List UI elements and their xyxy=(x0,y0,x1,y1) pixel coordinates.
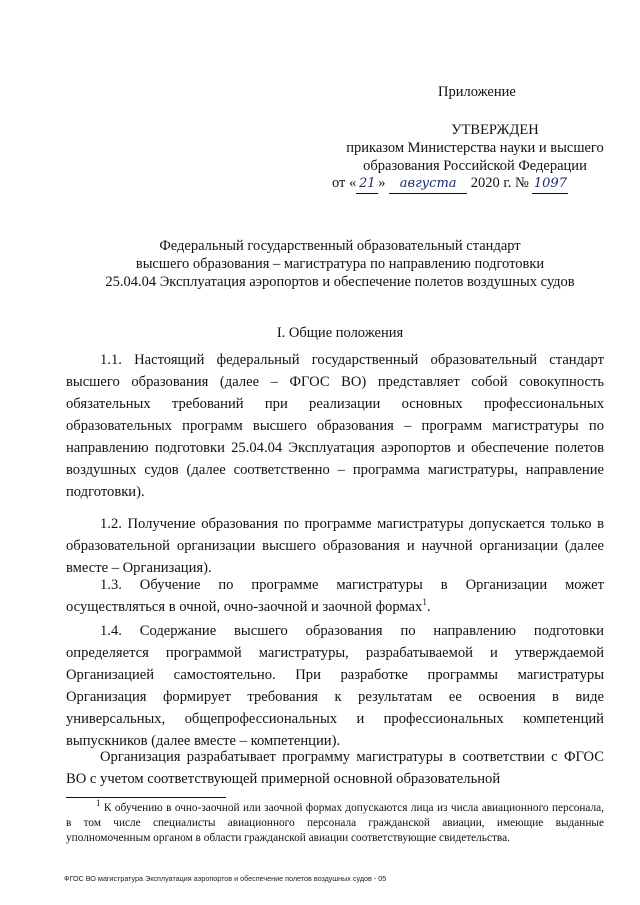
page-footer: ФГОС ВО магистратура Эксплуатация аэропортов и обеспечение полетов воздушных судов - 05 xyxy=(64,874,387,883)
paragraph-text: Организация разрабатывает программу магистратуры в соответствии с ФГОС ВО с учетом соответствующей примерной основной образовательной xyxy=(66,749,604,787)
appendix-label: Приложение xyxy=(438,84,516,100)
section-heading: I. Общие положения xyxy=(276,325,404,341)
decree-line-1: приказом Министерства науки и высшего xyxy=(346,140,604,156)
paragraph-1-3 xyxy=(66,574,604,618)
title-line-2: высшего образования – магистратура по направлению подготовки xyxy=(135,256,545,272)
footnote-mark: 1 xyxy=(96,798,101,809)
paragraph-1-3-text: 1.3. Обучение по программе магистратуры в Организации может осуществляться в очной, очно-заочной и заочной формах xyxy=(66,577,604,615)
paragraph-text: 1.4. Содержание высшего образования по направлению подготовки определяется программой магистратуры, разрабатываемой и утверждаемой Организацией самостоятельно. При разработке программы магистратуры Организация формирует требования к результатам ее освоения в виде универсальных, общепрофессиональных и профессиональных компетенций выпускников (далее вместе – компетенции). xyxy=(66,623,604,749)
paragraph-1-4 xyxy=(66,620,604,752)
date-month: августа xyxy=(389,175,467,194)
paragraph-text: 1.2. Получение образования по программе магистратуры допускается только в образовательной организации высшего образования и научной организации (далее вместе – Организация). xyxy=(66,516,604,576)
date-year: 2020 г. № xyxy=(470,175,529,191)
date-prefix: от « xyxy=(332,175,357,191)
footnote-ref: 1 xyxy=(422,597,427,608)
paragraph-1-2 xyxy=(66,513,604,579)
footnote-body: К обучению в очно-заочной или заочной формах допускаются лица из числа авиационного персонала, в том числе специалисты авиационного персонала гражданской авиации, имеющие выданные уполномоченным органом в области гражданской авиации соответствующие свидетельства. xyxy=(66,802,604,844)
approved-label: УТВЕРЖДЕН xyxy=(451,122,539,138)
date-day: 21 xyxy=(356,175,378,194)
footnote-text xyxy=(66,798,604,846)
paragraph-text xyxy=(66,574,604,618)
decree-date-line xyxy=(332,174,622,194)
decree-number: 1097 xyxy=(532,175,568,194)
footnote-divider xyxy=(66,797,226,798)
paragraph-text: 1.1. Настоящий федеральный государственный образовательный стандарт высшего образования (далее – ФГОС ВО) представляет собой совокупность обязательных требований при реализации основных профессиональных образовательных программ высшего образования – программ магистратуры по направлению подготовки 25.04.04 Эксплуатация аэропортов и обеспечение полетов воздушных судов (далее соответственно – программа магистратуры, направление подготовки). xyxy=(66,352,604,500)
title-line-3: 25.04.04 Эксплуатация аэропортов и обеспечение полетов воздушных судов xyxy=(105,274,575,290)
footnote xyxy=(66,798,604,846)
date-separator: » xyxy=(378,175,386,191)
decree-line-2: образования Российской Федерации xyxy=(363,158,587,174)
paragraph-1-3-end: . xyxy=(426,599,431,615)
paragraph-organization xyxy=(66,746,604,790)
paragraph-1-1 xyxy=(66,349,604,503)
title-line-1: Федеральный государственный образовательный стандарт xyxy=(159,238,521,254)
